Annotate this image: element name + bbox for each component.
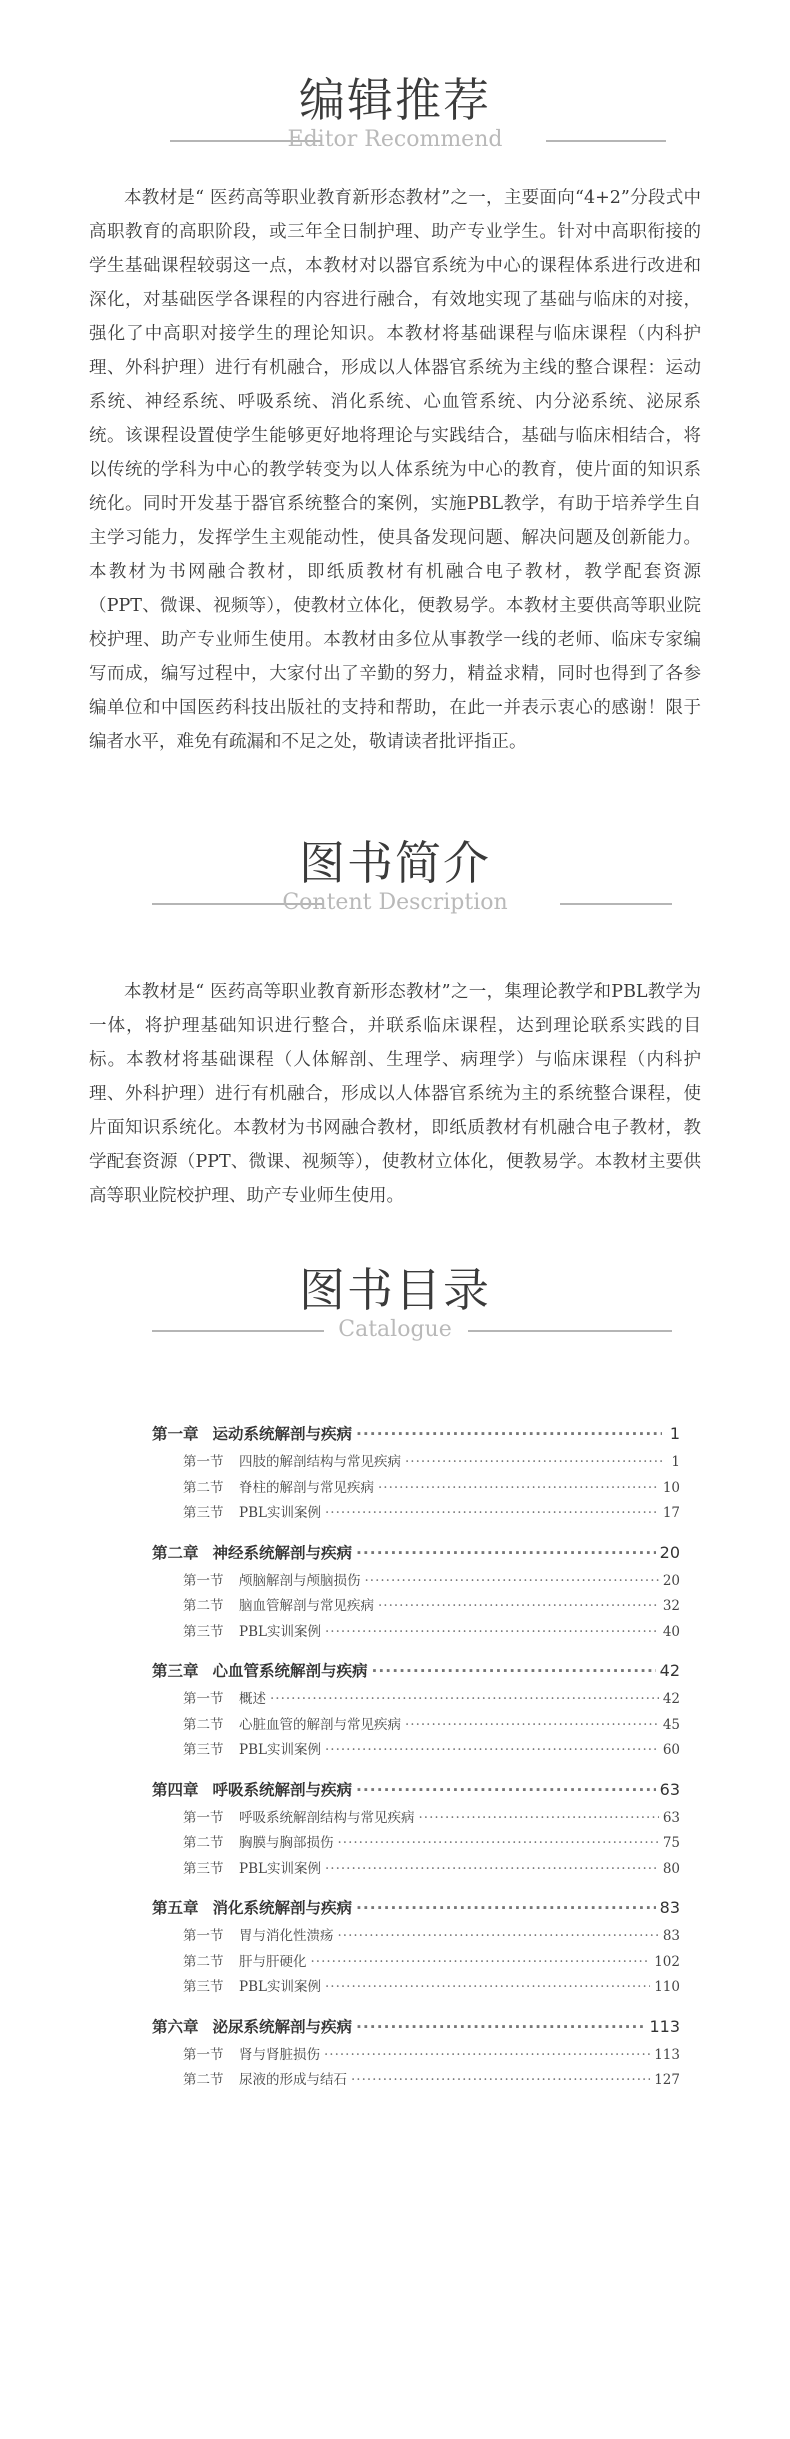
- leader-dots: [405, 1713, 659, 1739]
- leader-dots: [270, 1687, 659, 1713]
- chapter-page: 20: [659, 1542, 680, 1562]
- section-page: 80: [662, 1860, 680, 1877]
- section-page: 75: [662, 1835, 680, 1851]
- chapter-number: 第六章: [152, 2017, 199, 2036]
- section-title: PBL实训案例: [239, 1860, 321, 1877]
- section-number: 第二节: [183, 1479, 224, 1496]
- leader-dots: [372, 1655, 656, 1687]
- leader-dots: [419, 1806, 659, 1832]
- section-title: 呼吸系统解剖结构与常见疾病: [239, 1809, 415, 1826]
- toc-chapter-row: [152, 1418, 680, 1450]
- chapter-page: 83: [659, 1898, 680, 1917]
- toc-chapter-row: [152, 2011, 680, 2043]
- leader-dots: [338, 1924, 659, 1950]
- section-page: 102: [654, 1953, 680, 1970]
- toc-chapter-row: [152, 1892, 680, 1924]
- leader-dots: [325, 1857, 659, 1883]
- chapter-number: 第二章: [152, 1543, 199, 1562]
- leader-dots: [356, 1892, 656, 1924]
- section-page: 40: [662, 1623, 680, 1640]
- section-title: 尿液的形成与结石: [239, 2072, 347, 2088]
- section-number: 第三节: [183, 1979, 224, 1995]
- editor-subtitle: Editor Recommend: [287, 127, 503, 152]
- toc-chapter-row: [152, 1655, 680, 1687]
- chapter-title: 心血管系统解剖与疾病: [212, 1662, 368, 1680]
- chapter-title: 运动系统解剖与疾病: [212, 1425, 353, 1443]
- toc-chapter-row: [152, 1537, 680, 1569]
- toc-section-row: [152, 1950, 680, 1976]
- chapter-title: 呼吸系统解剖与疾病: [212, 1780, 353, 1799]
- chapter-title: 泌尿系统解剖与疾病: [212, 2017, 353, 2036]
- section-title: 肝与肝硬化: [239, 1953, 307, 1970]
- toc-section-row: [152, 1594, 680, 1620]
- leader-dots: [356, 1774, 656, 1806]
- section-title: 四肢的解剖结构与常见疾病: [239, 1454, 401, 1470]
- section-number: 第一节: [183, 2046, 224, 2063]
- section-number: 第二节: [183, 1953, 224, 1970]
- section-number: 第一节: [183, 1928, 224, 1944]
- catalogue-subtitle: Catalogue: [338, 1317, 452, 1342]
- section-title: 概述: [239, 1691, 266, 1707]
- section-title: PBL实训案例: [239, 1623, 321, 1640]
- leader-dots: [378, 1476, 659, 1502]
- toc-section-row: [152, 2043, 680, 2069]
- leader-dots: [325, 1501, 659, 1527]
- section-title: 胸膜与胸部损伤: [239, 1835, 334, 1851]
- toc-section-row: [152, 1501, 680, 1527]
- chapter-page: 63: [659, 1779, 680, 1799]
- content-paragraph: 本教材是“ 医药高等职业教育新形态教材”之一，集理论教学和PBL教学为一体，将护理基础知识进行整合，并联系临床课程，达到理论联系实践的目标。本教材将基础课程（人体解剖、生理学、病理学）与临床课程（内科护理、外科护理）进行有机融合，形成以人体器官系统为主的系统整合课程，使片面知识系统化。本教材为书网融合教材，即纸质教材有机融合电子教材，教学配套资源（PPT、微课、视频等），使教材立体化，便教易学。本教材主要供高等职业院校护理、助产专业师生使用。: [89, 982, 701, 1206]
- section-title: PBL实训案例: [239, 1505, 321, 1521]
- toc-section-row: [152, 1476, 680, 1502]
- catalogue-title: 图书目录: [299, 1263, 491, 1317]
- toc-section-row: [152, 1450, 680, 1476]
- leader-dots: [405, 1450, 662, 1476]
- leader-dots: [324, 2043, 650, 2069]
- chapter-number: 第一章: [152, 1425, 199, 1443]
- content-subtitle: Content Description: [282, 890, 508, 915]
- leader-dots: [356, 2011, 645, 2043]
- section-title: PBL实训案例: [239, 1979, 321, 1995]
- section-page: 110: [654, 1979, 680, 1995]
- toc-section-row: [152, 2068, 680, 2094]
- leader-dots: [356, 1418, 662, 1450]
- section-title: 心脏血管的解剖与常见疾病: [239, 1716, 401, 1733]
- toc-section-row: [152, 1857, 680, 1883]
- content-section-header: [0, 835, 790, 925]
- section-number: 第一节: [183, 1809, 224, 1826]
- section-page: 127: [654, 2072, 680, 2088]
- content-title: 图书简介: [299, 836, 491, 890]
- section-page: 20: [662, 1572, 680, 1589]
- section-title: 颅脑解剖与颅脑损伤: [239, 1572, 361, 1589]
- section-title: 脑血管解剖与常见疾病: [239, 1598, 374, 1614]
- chapter-page: 1: [669, 1424, 680, 1443]
- leader-dots: [365, 1569, 659, 1595]
- section-page: 45: [662, 1716, 680, 1733]
- toc-section-row: [152, 1806, 680, 1832]
- toc-section-row: [152, 1975, 680, 2001]
- toc-section-row: [152, 1620, 680, 1646]
- section-page: 60: [662, 1742, 680, 1758]
- section-number: 第一节: [183, 1691, 224, 1707]
- section-number: 第三节: [183, 1505, 224, 1521]
- section-page: 113: [654, 2046, 680, 2063]
- section-title: PBL实训案例: [239, 1742, 321, 1758]
- toc-chapter-row: [152, 1774, 680, 1806]
- section-number: 第一节: [183, 1454, 224, 1470]
- toc-section-row: [152, 1831, 680, 1857]
- section-title: 胃与消化性溃疡: [239, 1928, 334, 1944]
- leader-dots: [325, 1738, 659, 1764]
- section-number: 第二节: [183, 1598, 224, 1614]
- section-page: 32: [662, 1598, 680, 1614]
- toc-section-row: [152, 1687, 680, 1713]
- section-page: 63: [662, 1809, 680, 1826]
- section-page: 17: [662, 1505, 680, 1521]
- section-page: 10: [662, 1479, 680, 1496]
- section-title: 脊柱的解剖与常见疾病: [239, 1479, 374, 1496]
- chapter-page: 113: [649, 2016, 680, 2036]
- leader-dots: [311, 1950, 651, 1976]
- leader-dots: [356, 1537, 656, 1569]
- editor-title: 编辑推荐: [299, 73, 491, 127]
- chapter-title: 神经系统解剖与疾病: [212, 1543, 353, 1562]
- chapter-title: 消化系统解剖与疾病: [212, 1899, 353, 1917]
- section-number: 第一节: [183, 1572, 224, 1589]
- leader-dots: [378, 1594, 659, 1620]
- chapter-number: 第四章: [152, 1780, 199, 1799]
- table-of-contents: [152, 1418, 680, 2094]
- chapter-number: 第五章: [152, 1899, 199, 1917]
- toc-section-row: [152, 1924, 680, 1950]
- section-page: 42: [662, 1691, 680, 1707]
- leader-dots: [351, 2068, 650, 2094]
- toc-section-row: [152, 1569, 680, 1595]
- section-number: 第三节: [183, 1860, 224, 1877]
- section-number: 第二节: [183, 1716, 224, 1733]
- editor-section-header: [0, 72, 790, 162]
- catalogue-section-header: [0, 1262, 790, 1352]
- section-number: 第三节: [183, 1742, 224, 1758]
- leader-dots: [338, 1831, 659, 1857]
- chapter-page: 42: [659, 1661, 680, 1680]
- section-page: 1: [671, 1454, 680, 1470]
- section-number: 第二节: [183, 2072, 224, 2088]
- section-title: 肾与肾脏损伤: [239, 2046, 320, 2063]
- editor-paragraph: 本教材是“ 医药高等职业教育新形态教材”之一，主要面向“4+2”分段式中高职教育的高职阶段，或三年全日制护理、助产专业学生。针对中高职衔接的学生基础课程较弱这一点，本教材对以器官系统为中心的课程体系进行改进和深化，对基础医学各课程的内容进行融合，有效地实现了基础与临床的对接，强化了中高职对接学生的理论知识。本教材将基础课程与临床课程（内科护理、外科护理）进行有机融合，形成以人体器官系统为主线的整合课程：运动系统、神经系统、呼吸系统、消化系统、心血管系统、内分泌系统、泌尿系统。该课程设置使学生能够更好地将理论与实践结合，基础与临床相结合，将以传统的学科为中心的教学转变为以人体系统为中心的教育，使片面的知识系统化。同时开发基于器官系统整合的案例，实施PBL教学，有助于培养学生自主学习能力，发挥学生主观能动性，使具备发现问题、解决问题及创新能力。本教材为书网融合教材，即纸质教材有机融合电子教材，教学配套资源（PPT、微课、视频等），使教材立体化，便教易学。本教材主要供高等职业院校护理、助产专业师生使用。本教材由多位从事教学一线的老师、临床专家编写而成，编写过程中，大家付出了辛勤的努力，精益求精，同时也得到了各参编单位和中国医药科技出版社的支持和帮助，在此一并表示衷心的感谢！限于编者水平，难免有疏漏和不足之处，敬请读者批评指正。: [89, 188, 701, 752]
- toc-section-row: [152, 1713, 680, 1739]
- section-number: 第二节: [183, 1835, 224, 1851]
- section-number: 第三节: [183, 1623, 224, 1640]
- toc-section-row: [152, 1738, 680, 1764]
- section-page: 83: [662, 1928, 680, 1944]
- leader-dots: [325, 1620, 659, 1646]
- leader-dots: [325, 1975, 650, 2001]
- chapter-number: 第三章: [152, 1662, 199, 1680]
